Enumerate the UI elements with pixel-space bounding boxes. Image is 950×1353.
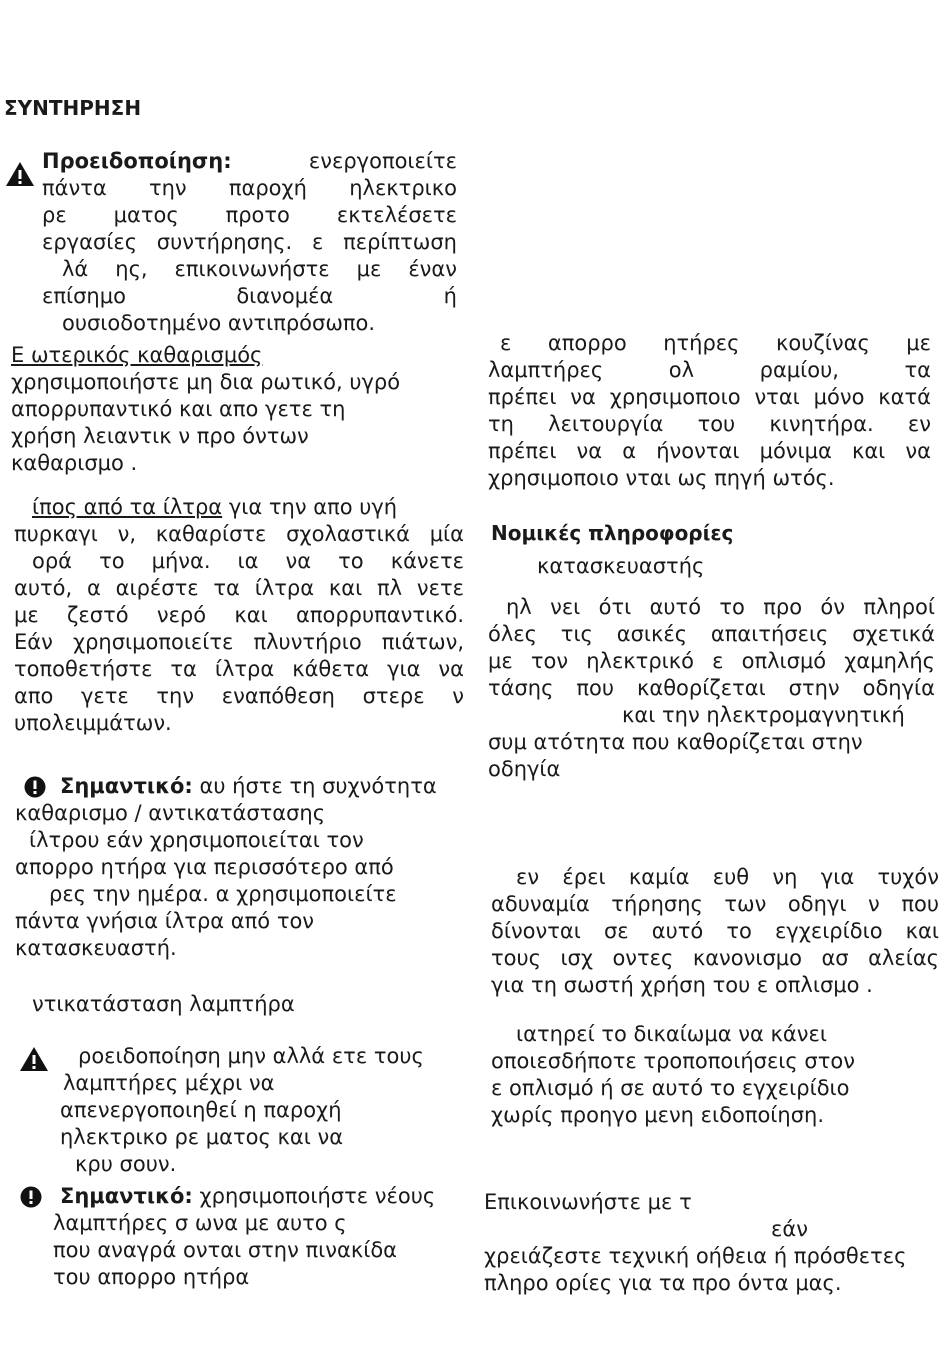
legal-line: τάσης που καθορίζεται στην οδηγία (488, 676, 935, 700)
warning2-line: κρυ σουν. (75, 1152, 177, 1176)
filters-title: ίπος από τα ίλτρα (32, 495, 223, 519)
warning1-line: ουσιοδοτημένο αντιπρόσωπο. (62, 311, 376, 335)
lamps-info-line: λαμπτήρες ολ ραμίου, τα (488, 358, 931, 382)
contact-line: πληρο ορίες για τα προ όντα μας. (484, 1271, 842, 1295)
legal-block (488, 594, 935, 783)
warning1-label: Προειδοποίηση: (42, 149, 232, 173)
rights-line: χωρίς προηγο μενη ειδοποίηση. (491, 1103, 825, 1127)
filters-line: πυρκαγι ν, καθαρίστε σχολαστικά μία (14, 522, 464, 546)
filters-line: απο γετε την εναπόθεση στερε ν (14, 684, 464, 708)
lamps-info-line: ε απορρο ητήρες κουζίνας με (500, 331, 931, 355)
important1-line: πάντα γνήσια ίλτρα από τον (15, 909, 315, 933)
warning1-line: ενεργοποιείτε (308, 149, 457, 173)
important2-block (53, 1183, 435, 1291)
legal-line: και την ηλεκτρομαγνητική (622, 703, 905, 727)
rights-line: οποιεσδήποτε τροποποιήσεις στον (491, 1049, 855, 1073)
exterior-line: χρησιμοποιήστε μη δια ρωτικό, υγρό (11, 370, 401, 394)
contact-line: χρειάζεστε τεχνική οήθεια ή πρόσθετες (484, 1244, 907, 1268)
contact-block (484, 1189, 906, 1297)
liability-line: εν έρει καμία ευθ νη για τυχόν (516, 865, 939, 889)
important1-line: καθαρισμο / αντικατάστασης (15, 801, 326, 825)
important2-line: λαμπτήρες σ ωνα με αυτο ς (53, 1211, 347, 1235)
warning2-line: λαμπτήρες μέχρι να (63, 1071, 275, 1095)
lamps-info-line: πρέπει να α ήνονται μόνιμα και να (488, 439, 931, 463)
warning2-line: ηλεκτρικο ρε ματος και να (60, 1125, 344, 1149)
liability-line: για τη σωστή χρήση του ε οπλισμο . (491, 973, 873, 997)
exterior-line: χρήση λειαντικ ν προ όντων (11, 424, 309, 448)
liability-line: αδυναμία τήρησης των οδηγι ν που (491, 892, 939, 916)
exterior-title: Ε ωτερικός καθαρισμός (11, 343, 263, 367)
lamp-title: ντικατάσταση λαμπτήρα (32, 992, 295, 1016)
liability-line: τους ισχ οντες κανονισμο ασ αλείας (491, 946, 939, 970)
legal-line: όλες τις ασικές απαιτήσεις σχετικά (488, 622, 935, 646)
warning1-line: ρε ματος προτο εκτελέσετε (42, 203, 457, 227)
warning1-line: επίσημο διανομέα ή (42, 284, 457, 308)
filters-block (14, 494, 464, 737)
important2-line: που αναγρά ονται στην πινακίδα (53, 1238, 398, 1262)
warning2-block (60, 1043, 424, 1178)
filters-line: ορά το μήνα. ια να το κάνετε (32, 549, 464, 573)
important1-line: απορρο ητήρα για περισσότερο από (15, 855, 394, 879)
warning1-block (42, 148, 457, 337)
legal-line: ηλ νει ότι αυτό το προ όν πληροί (506, 595, 935, 619)
rights-line: ιατηρεί το δικαίωμα να κάνει (516, 1022, 827, 1046)
legal-title: Νομικές πληροφορίες (491, 521, 734, 545)
rights-line: ε οπλισμό ή σε αυτό το εγχειρίδιο (491, 1076, 850, 1100)
exterior-line: καθαρισμο . (11, 451, 138, 475)
warning1-line: εργασίες συντήρησης. ε περίπτωση (42, 230, 457, 254)
legal-subtitle: κατασκευαστής (537, 554, 705, 578)
warning1-line: λά ης, επικοινωνήστε με έναν (62, 257, 457, 281)
legal-line: οδηγία (488, 757, 561, 781)
warning-icon (5, 161, 35, 187)
warning2-line: απενεργοποιηθεί η παροχή (60, 1098, 342, 1122)
lamps-info-line: πρέπει να χρησιμοποιο νται μόνο κατά (488, 385, 931, 409)
important1-line: ίλτρου εάν χρησιμοποιείται τον (29, 828, 364, 852)
contact-line: Επικοινωνήστε με τ (484, 1190, 692, 1214)
lamps-info-line: χρησιμοποιο νται ως πηγή ωτός. (488, 466, 835, 490)
important2-line: του απορρο ητήρα (53, 1265, 250, 1289)
warning-icon (19, 1046, 49, 1072)
exterior-block (11, 342, 400, 477)
maintenance-title: ΣΥΝΤΗΡΗΣΗ (4, 96, 142, 120)
filters-line: αυτό, α αιρέστε τα ίλτρα και πλ νετε (14, 576, 464, 600)
important2-line: χρησιμοποιήστε νέους (199, 1184, 436, 1208)
filters-line: τοποθετήστε τα ίλτρα κάθετα για να (14, 657, 464, 681)
exclamation-icon (20, 1186, 42, 1208)
liability-block (491, 864, 939, 999)
warning1-line: πάντα την παροχή ηλεκτρικο (42, 176, 457, 200)
lamps-info-block (488, 330, 931, 492)
important1-block (15, 773, 437, 962)
important2-label: Σημαντικό: (60, 1184, 193, 1208)
warning2-line: ροειδοποίηση μην αλλά ετε τους (78, 1044, 424, 1068)
important1-line: ρες την ημέρα. α χρησιμοποιείτε (49, 882, 397, 906)
important1-line: αυ ήστε τη συχνότητα (199, 774, 437, 798)
legal-line: με τον ηλεκτρικό ε οπλισμό χαμηλής (488, 649, 935, 673)
contact-line: εάν (771, 1217, 808, 1241)
legal-line: συμ ατότητα που καθορίζεται στην (488, 730, 863, 754)
rights-block (491, 1021, 855, 1129)
liability-line: δίνονται σε αυτό το εγχειρίδιο και (491, 919, 939, 943)
important1-label: Σημαντικό: (60, 774, 193, 798)
filters-line: για την απο υγή (228, 495, 398, 519)
filters-line: υπολειμμάτων. (14, 711, 172, 735)
important1-line: κατασκευαστή. (15, 936, 177, 960)
filters-line: Εάν χρησιμοποιείτε πλυντήριο πιάτων, (14, 630, 464, 654)
lamps-info-line: τη λειτουργία του κινητήρα. εν (488, 412, 931, 436)
filters-line: με ζεστό νερό και απορρυπαντικό. (14, 603, 464, 627)
exterior-line: απορρυπαντικό και απο γετε τη (11, 397, 346, 421)
